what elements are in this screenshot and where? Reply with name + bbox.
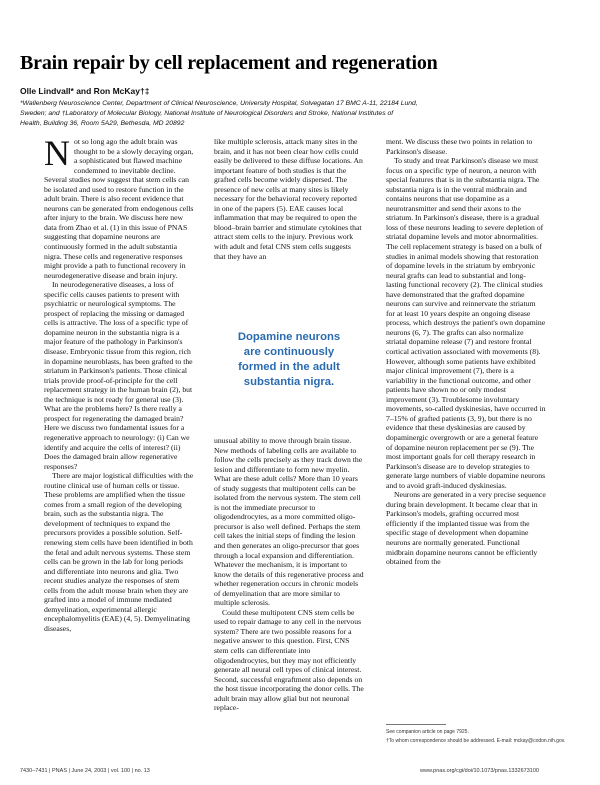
article-title: Brain repair by cell replacement and regeneration — [20, 52, 438, 74]
paragraph: To study and treat Parkinson's disease we must focus on a specific type of neuron, a neuron with special features that is in the substantia nigra. The substantia nigra is in the ventral midbrain and contains neurons that use dopamine as a neurotransmitter and send their axons to the striatum. In Parkinson's disease, there is a gradual loss of these neurons leading to severe depletion of striatal dopamine levels and motor abnormalities. The cell replacement strategy is based on a bulk of studies in animal models showing that restoration of dopamine levels in the striatum by embryonic neural grafts can lead to substantial and long-lasting functional recovery (2). The clinical studies have demonstrated that the grafted dopamine neurons can survive and reinnervate the striatum for at least 10 years despite an ongoing disease process, which destroys the patient's own dopamine neurons (6, 7). The grafts can also normalize striatal dopamine release (7) and restore frontal cortical activation associated with movements (8). However, although some patients have exhibited major clinical improvement (7), there is a variability in the functional outcome, and other patients have shown no or only modest improvement (3). Troublesome involuntary movements, so-called dyskinesias, have occurred in 7–15% of grafted patients (3, 9), but there is no evidence that these dyskinesias are caused by dopaminergic overgrowth or are a general feature of dopamine neuron replacement per se (9). The most important goals for cell therapy research in Parkinson's disease are to develop strategies to generate large numbers of viable dopamine neurons and to avoid graft-induced dyskinesias. — [386, 156, 546, 490]
footnote-rule — [386, 724, 446, 725]
author-list: Olle Lindvall* and Ron McKay†‡ — [20, 86, 150, 96]
footer-doi-link[interactable]: www.pnas.org/cgi/doi/10.1073/pnas.1332673100 — [420, 768, 539, 774]
paragraph: ment. We discuss these two points in relation to Parkinson's disease. — [386, 137, 533, 156]
pull-quote-line: substantia nigra. — [243, 376, 335, 388]
column-1 — [44, 133, 194, 633]
paragraph: unusual ability to move through brain tissue. New methods of labeling cells are available to follow the cells precisely as they track down the lesion and differentiate to form new myelin. What are these adult cells? More than 10 years of study suggests that multipotent cells can be isolated from the nervous system. The stem cell is not the immediate precursor to oligodendrocytes, as a more committed oligo-precursor is also well defined. Perhaps the stem cell takes the initial steps of finding the lesion and then generates an oligo-precursor that goes through a local expansion and differentiation. Whatever the mechanism, it is important to know the details of this regenerative process and whether regeneration occurs in chronic models of demyelination that are more similar to multiple sclerosis. — [214, 436, 364, 608]
affiliation-line: *Wallenberg Neuroscience Center, Department of Clinical Neuroscience, University Hospital, Solvegatan 17 BMC A-11, 22184 Lund, — [20, 100, 418, 107]
paragraph: There are major logistical difficulties with the routine clinical use of human cells or tissue. These problems are amplified when the tissue comes from a small region of the developing brain, such as the substantia nigra. The development of techniques to expand the precursors provides a possible solution. Self-renewing stem cells have been identified in both the fetal and adult nervous systems. These stem cells can be grown in the lab for long periods and differentiate into neurons and glia. Two recent studies analyze the responses of stem cells from the adult mouse brain when they are grafted into a model of immune mediated demyelination, experimental allergic encephalomyelitis (EAE) (4, 5). Demyelinating diseases, — [44, 471, 194, 633]
affiliation-line: Health, Building 36, Room 5A29, Bethesda, MD 20892 — [20, 120, 185, 127]
paragraph-text: ot so long ago the adult brain was thought to be a slowly decaying organ, a sophisticated but flawed machine condemned to inevitable decline. Several studies now suggest that stem cells can be isolated and used to restore function in the adult brain. There is also recent evidence that neurons can be generated from endogenous cells after injury to the brain. We discuss here new data from Zhao et al. (1) in this issue of PNAS suggesting that dopamine neurons are continuously formed in the adult substantia nigra. These cells and regenerative responses might provide a path to functional recovery in neurodegenerative disease and brain injury. — [44, 137, 194, 280]
paragraph: Could these multipotent CNS stem cells be used to repair damage to any cell in the nervous system? There are two possible reasons for a negative answer to this question. First, CNS stem cells can differentiate into oligodendrocytes, but they may not efficiently generate all neural cell types of clinical interest. Second, successful engraftment also depends on the host tissue incorporating the donor cells. The adult brain may allow glial but not neuronal replace- — [214, 607, 364, 713]
pull-quote-line: Dopamine neurons — [237, 331, 341, 343]
column-2-bottom — [214, 436, 364, 713]
footnote-companion: See companion article on page 7925. — [386, 729, 469, 735]
footnote-correspondence: †To whom correspondence should be addressed. E-mail: mckay@codon.nih.gov. — [386, 738, 566, 744]
drop-cap: N — [44, 133, 70, 173]
column-2-top — [214, 137, 364, 261]
pull-quote-line: formed in the adult — [238, 361, 340, 373]
affiliation-line: Sweden; and †Laboratory of Molecular Biology, National Institute of Neurological Disorders and Stroke, National Institutes of — [20, 110, 394, 117]
paragraph: like multiple sclerosis, attack many sites in the brain, and it has not been clear how cells could easily be delivered to these diffuse locations. An important feature of both studies is that the grafted cells become widely dispersed. The presence of new cells at many sites is likely necessary for the behavioral recovery reported in one of the papers (5). EAE causes local inflammation that may be required to open the blood–brain barrier and stimulate cytokines that attract stem cells to the injury. Previous work with adult and fetal CNS stem cells suggests that they have an — [214, 137, 363, 261]
paragraph — [44, 133, 194, 280]
column-3 — [386, 137, 546, 567]
pull-quote — [214, 330, 364, 420]
affiliations — [20, 99, 580, 129]
pull-quote-line: are continuously — [243, 346, 335, 358]
footer-citation: 7430–7431 | PNAS | June 24, 2003 | vol. 100 | no. 13 — [20, 768, 150, 774]
paragraph: In neurodegenerative diseases, a loss of specific cells causes patients to present with psychiatric or neurological symptoms. The prospect of replacing the missing or damaged cells is attractive. The loss of a specific type of dopamine neuron in the substantia nigra is a major feature of the pathology in Parkinson's disease. Embryonic tissue from this region, rich in dopamine neuroblasts, has been grafted to the striatum in Parkinson's patients. Those clinical trials provide proof-of-principle for the cell replacement strategy in the human brain (2), but the technique is not ready for general use (3). What are the problems here? Is there really a prospect for regenerating the damaged brain? Here we discuss two fundamental issues for a regenerative approach to neurology: (i) Can we identify and acquire the cells of interest? (ii) Does the damaged brain allow regenerative responses? — [44, 280, 193, 471]
paragraph: Neurons are generated in a very precise sequence during brain development. It became clear that in Parkinson's models, grafting occurred most efficiently if the implanted tissue was from the specific stage of development when dopamine neurons are normally generated. Functional midbrain dopamine neurons cannot be efficiently obtained from the — [386, 490, 546, 567]
